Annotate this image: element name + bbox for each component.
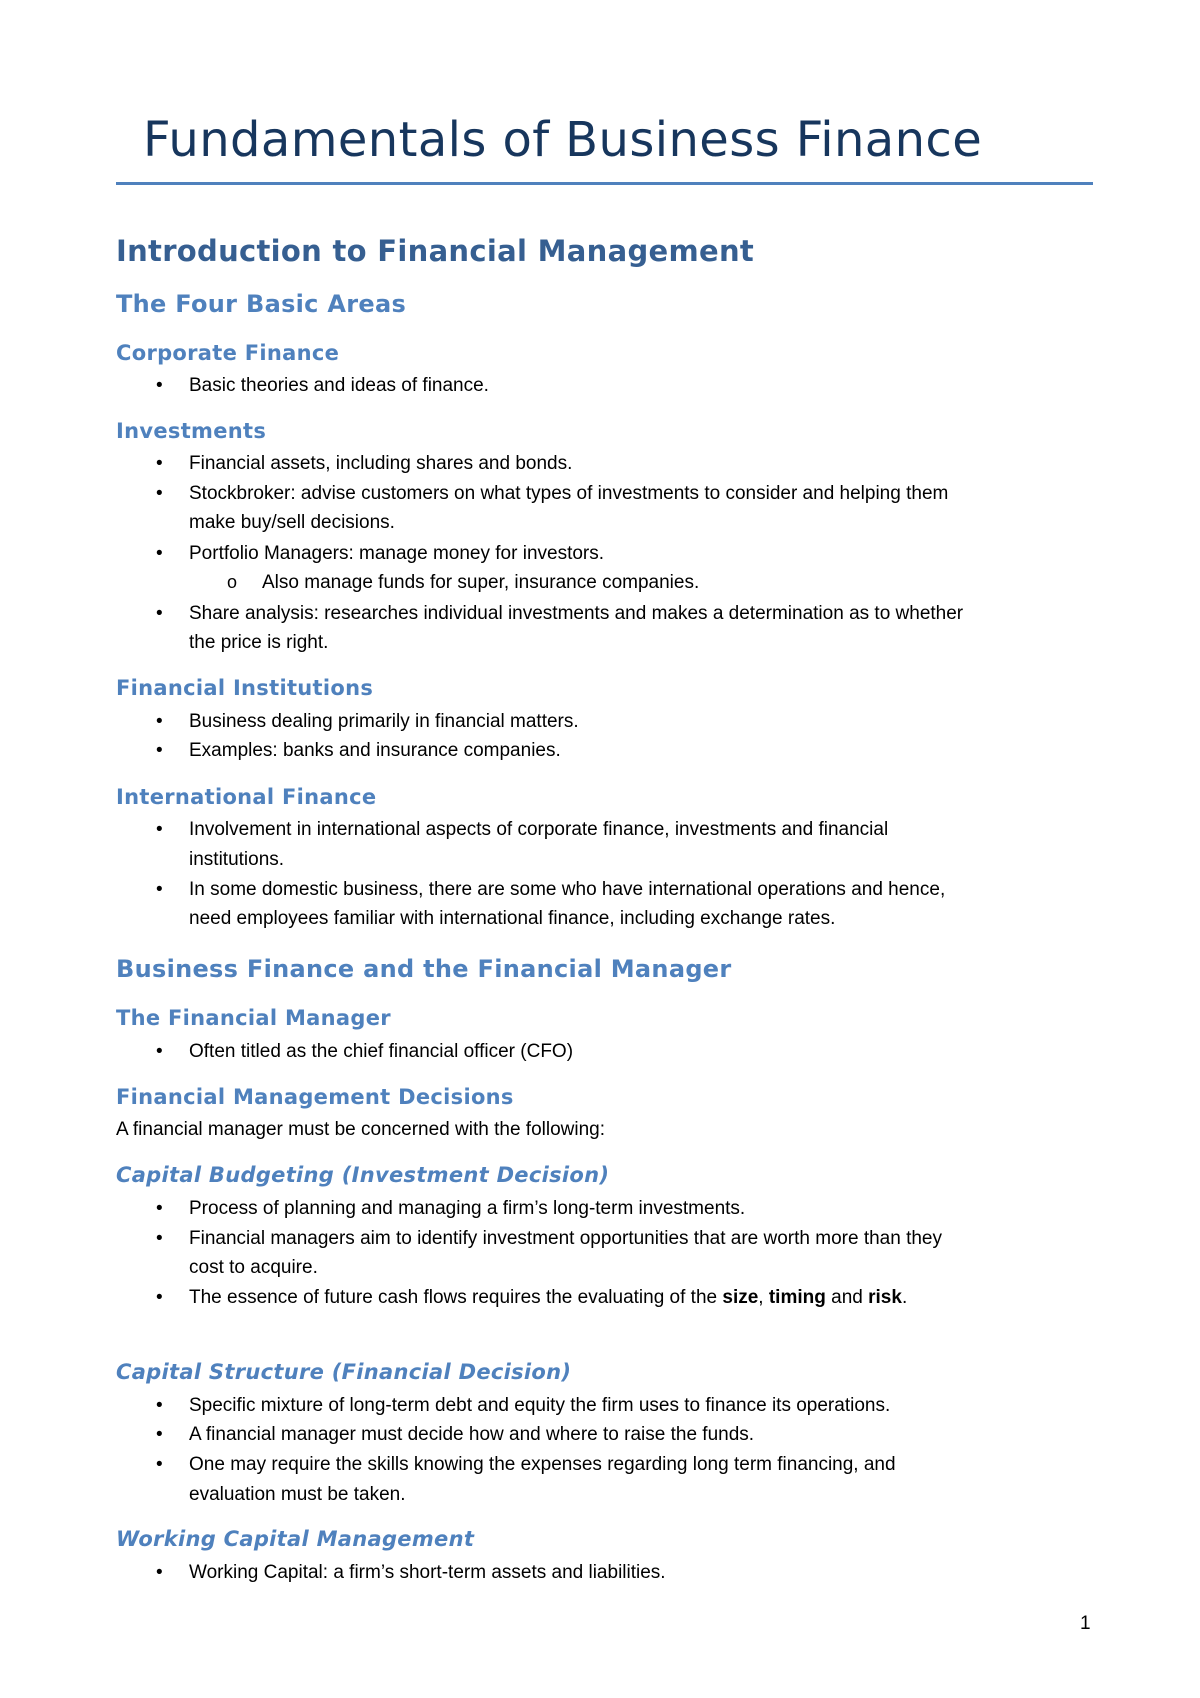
heading-business-finance: Business Finance and the Financial Manager <box>116 955 732 983</box>
heading-financial-manager: The Financial Manager <box>116 1006 391 1030</box>
page-number: 1 <box>1080 1613 1091 1634</box>
heading-four-basic-areas: The Four Basic Areas <box>116 290 407 318</box>
paragraph: A financial manager must be concerned with the following: <box>116 1119 605 1140</box>
heading-working-capital: Working Capital Management <box>116 1527 475 1551</box>
bold-timing: timing <box>768 1287 826 1308</box>
heading-management-decisions: Financial Management Decisions <box>116 1085 514 1109</box>
heading-financial-institutions: Financial Institutions <box>116 676 374 700</box>
heading-international-finance: International Finance <box>116 785 377 809</box>
document-title: Fundamentals of Business Finance <box>143 112 983 168</box>
heading-introduction: Introduction to Financial Management <box>116 234 755 268</box>
bold-size: size <box>722 1287 759 1308</box>
heading-investments: Investments <box>116 419 267 443</box>
bold-risk: risk <box>868 1287 902 1308</box>
heading-corporate-finance: Corporate Finance <box>116 341 340 365</box>
title-underline <box>116 182 1093 185</box>
heading-capital-structure: Capital Structure (Financial Decision) <box>116 1360 572 1384</box>
heading-capital-budgeting: Capital Budgeting (Investment Decision) <box>116 1163 610 1187</box>
